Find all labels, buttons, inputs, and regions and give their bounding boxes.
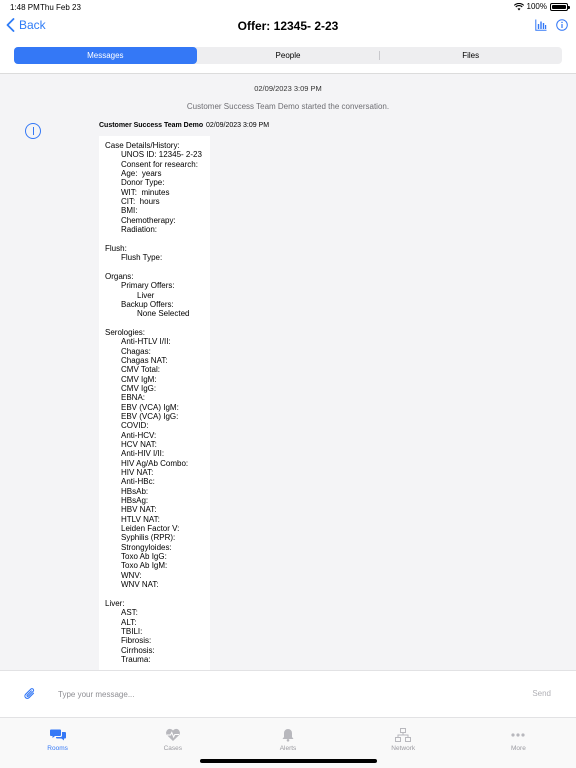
avatar[interactable]	[25, 123, 41, 139]
tab-label: Rooms	[47, 745, 68, 752]
message-line: EBNA:	[121, 393, 146, 403]
message-line: HCV NAT:	[121, 440, 157, 449]
message-line: Flush Type:	[121, 253, 163, 263]
message-line: Syphilis (RPR):	[121, 533, 176, 543]
message-line: BMI:	[121, 206, 138, 216]
message-line: HBV NAT:	[121, 505, 157, 515]
message-timestamp: 02/09/2023 3:09 PM	[206, 122, 270, 129]
message-line: HBsAg:	[121, 496, 149, 506]
message-line	[105, 319, 204, 328]
message-line: Consent for research:	[121, 159, 198, 169]
message-line: HTLV NAT:	[121, 514, 160, 524]
date-header: 02/09/2023 3:09 PM	[254, 84, 322, 93]
home-indicator	[200, 759, 377, 763]
message-line: Trauma:	[121, 654, 151, 664]
system-message: Customer Success Team Demo started the conversation.	[186, 102, 390, 111]
message-line: WIT: minutes	[121, 187, 170, 197]
message-line: Strongyloides:	[121, 542, 172, 552]
message-line	[105, 262, 204, 271]
message-line: Anti-HIV I/II:	[121, 449, 165, 459]
message-line: HBsAb:	[121, 486, 149, 496]
tab-label: Cases	[163, 745, 183, 752]
segment-divider	[379, 51, 380, 60]
message-line: UNOS ID: 12345- 2-23	[121, 150, 202, 160]
message-line: WNV NAT:	[121, 580, 159, 590]
message-line: Chagas NAT:	[121, 355, 168, 365]
tab-label: Network	[391, 745, 416, 752]
message-line: EBV (VCA) IgG:	[121, 411, 179, 421]
tab-rooms[interactable]	[0, 718, 115, 768]
message-line: HIV NAT:	[121, 468, 154, 478]
message-line: Liver	[137, 290, 155, 300]
status-date: Thu Feb 23	[40, 3, 81, 12]
message-line: Flush:	[105, 243, 127, 253]
message-line: Radiation:	[121, 225, 158, 235]
message-line: Cirrhosis:	[121, 645, 155, 655]
message-line: Primary Offers:	[121, 281, 175, 291]
status-bar	[0, 0, 576, 14]
info-icon[interactable]	[556, 19, 568, 31]
message-line: Anti-HBc:	[121, 477, 155, 487]
wifi-icon	[514, 3, 524, 11]
message-line: Anti-HCV:	[121, 430, 157, 440]
message-line: CMV IgG:	[121, 383, 157, 393]
chat-bubbles-icon	[50, 728, 66, 742]
message-line: CMV IgM:	[121, 374, 157, 384]
battery-icon	[550, 3, 568, 11]
message-line: TBILI:	[121, 626, 143, 636]
message-line: ALT:	[121, 617, 137, 627]
message-line: Backup Offers:	[121, 299, 174, 309]
bell-icon	[280, 728, 296, 742]
navigation-bar	[0, 14, 576, 42]
message-line: CMV Total:	[121, 365, 160, 375]
paperclip-icon[interactable]	[24, 687, 36, 701]
back-label: Back	[19, 18, 46, 32]
message-line: Age: years	[121, 169, 162, 179]
network-icon	[395, 728, 411, 742]
message-line: Toxo Ab IgM:	[121, 561, 168, 571]
bar-chart-icon[interactable]	[535, 19, 547, 31]
message-line: WNV:	[121, 570, 142, 580]
tab-label: More	[511, 745, 526, 752]
tab-people[interactable]: People	[275, 51, 301, 60]
message-line: Leiden Factor V:	[121, 524, 180, 534]
message-line: None Selected	[137, 309, 190, 319]
status-time: 1:48 PM	[10, 3, 40, 12]
send-button[interactable]: Send	[532, 689, 551, 698]
tab-more[interactable]	[461, 718, 576, 768]
tab-label: Alerts	[279, 745, 297, 752]
message-line: Chemotherapy:	[121, 215, 176, 225]
message-line: EBV (VCA) IgM:	[121, 402, 179, 412]
segmented-control	[14, 47, 562, 64]
message-line: Fibrosis:	[121, 636, 152, 646]
battery-percent: 100%	[526, 2, 547, 11]
page-title: Offer: 12345- 2-23	[237, 19, 339, 33]
tab-bar	[0, 717, 576, 768]
ellipsis-icon	[510, 728, 526, 742]
message-bubble[interactable]	[99, 136, 210, 670]
message-line: Serologies:	[105, 327, 146, 337]
message-line: AST:	[121, 608, 138, 618]
message-list[interactable]	[0, 74, 576, 670]
message-line: CIT: hours	[121, 197, 160, 207]
message-line: HIV Ag/Ab Combo:	[121, 458, 189, 468]
message-input[interactable]	[58, 686, 498, 702]
message-line	[105, 590, 204, 599]
message-line: Toxo Ab IgG:	[121, 552, 167, 562]
message-line: COVID:	[121, 421, 149, 431]
heart-pulse-icon	[165, 728, 181, 742]
message-line: Case Details/History:	[105, 141, 180, 150]
tab-files[interactable]: Files	[379, 47, 562, 64]
message-line: Anti-HTLV I/II:	[121, 337, 171, 347]
tab-messages[interactable]: Messages	[14, 47, 197, 64]
composer	[0, 670, 576, 717]
message-line: Organs:	[105, 271, 134, 281]
message-line: Liver:	[105, 598, 125, 608]
message-line: Donor Type:	[121, 178, 165, 188]
message-line: Chagas:	[121, 346, 151, 356]
message-sender: Customer Success Team Demo	[99, 122, 204, 129]
message-line	[105, 234, 204, 243]
